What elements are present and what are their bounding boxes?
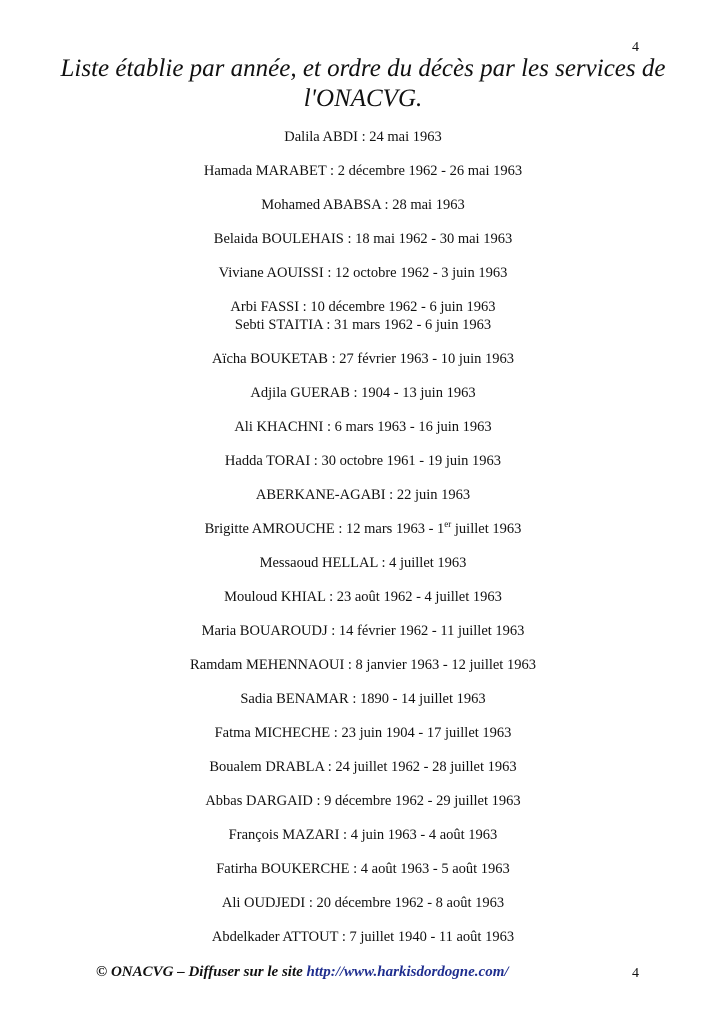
entry-text: Belaida BOULEHAIS : 18 mai 1962 - 30 mai 1963	[213, 231, 513, 247]
entry-text: Aïcha BOUKETAB : 27 février 1963 - 10 juin 1963	[211, 351, 515, 367]
list-item	[60, 192, 666, 226]
entry-line	[60, 350, 666, 368]
deceased-list	[60, 124, 666, 958]
entry-line	[60, 792, 666, 810]
entry-line	[60, 656, 666, 674]
entry-text-after: juillet 1963	[451, 521, 522, 537]
entry-text: Fatirha BOUKERCHE : 4 août 1963 - 5 août 1963	[216, 861, 510, 877]
entry-line	[60, 452, 666, 470]
list-item	[60, 890, 666, 924]
list-item	[60, 686, 666, 720]
entry-text: Hamada MARABET : 2 décembre 1962 - 26 mai 1963	[203, 163, 523, 179]
entry-text: Sebti STAITIA : 31 mars 1962 - 6 juin 1963	[234, 317, 492, 333]
entry-text: ABERKANE-AGABI : 22 juin 1963	[255, 487, 471, 503]
entry-line	[60, 196, 666, 214]
entry-line	[60, 384, 666, 402]
entry-text: Dalila ABDI : 24 mai 1963	[284, 129, 442, 145]
page-title: Liste établie par année, et ordre du décès par les services de l'ONACVG.	[60, 55, 666, 112]
list-item	[60, 856, 666, 890]
list-item	[60, 720, 666, 754]
entry-line	[60, 690, 666, 708]
page-number-bottom: 4	[632, 966, 639, 981]
list-item	[60, 516, 666, 550]
list-item	[60, 294, 666, 346]
entry-text: Ali KHACHNI : 6 mars 1963 - 16 juin 1963	[234, 419, 492, 435]
entry-line	[60, 418, 666, 436]
list-item	[60, 414, 666, 448]
list-item	[60, 924, 666, 958]
entry-line	[60, 264, 666, 282]
footer	[96, 964, 509, 981]
entry-line	[60, 826, 666, 844]
list-item	[60, 822, 666, 856]
entry-line	[60, 128, 666, 146]
entry-text: Brigitte AMROUCHE : 12 mars 1963 - 1	[204, 521, 445, 537]
list-item	[60, 618, 666, 652]
entry-text: Arbi FASSI : 10 décembre 1962 - 6 juin 1963	[230, 299, 496, 315]
entry-text: Maria BOUAROUDJ : 14 février 1962 - 11 juillet 1963	[201, 623, 525, 639]
entry-line	[60, 860, 666, 878]
entry-text: Messaoud HELLAL : 4 juillet 1963	[259, 555, 467, 571]
page-number-top: 4	[632, 40, 639, 55]
list-item	[60, 226, 666, 260]
entry-line	[60, 894, 666, 912]
entry-line	[60, 724, 666, 742]
entry-text: Abdelkader ATTOUT : 7 juillet 1940 - 11 août 1963	[211, 929, 515, 945]
entry-text: Boualem DRABLA : 24 juillet 1962 - 28 juillet 1963	[209, 759, 517, 775]
list-item	[60, 158, 666, 192]
entry-text: Sadia BENAMAR : 1890 - 14 juillet 1963	[240, 691, 486, 707]
footer-link[interactable]: http://www.harkisdordogne.com/	[306, 964, 509, 980]
list-item	[60, 346, 666, 380]
entry-line	[60, 486, 666, 504]
footer-copyright: © ONACVG – Diffuser sur le site	[96, 964, 307, 980]
entry-text: Abbas DARGAID : 9 décembre 1962 - 29 juillet 1963	[205, 793, 521, 809]
entry-line	[60, 588, 666, 606]
entry-line	[60, 316, 666, 334]
list-item	[60, 754, 666, 788]
entry-text: Mohamed ABABSA : 28 mai 1963	[261, 197, 465, 213]
entry-text: Hadda TORAI : 30 octobre 1961 - 19 juin 1963	[224, 453, 502, 469]
entry-text: Ali OUDJEDI : 20 décembre 1962 - 8 août 1963	[221, 895, 505, 911]
entry-line	[60, 622, 666, 640]
entry-superscript: er	[444, 519, 452, 529]
list-item	[60, 260, 666, 294]
list-item	[60, 448, 666, 482]
entry-text: Viviane AOUISSI : 12 octobre 1962 - 3 juin 1963	[218, 265, 508, 281]
entry-line	[60, 758, 666, 776]
list-item	[60, 652, 666, 686]
entry-line	[60, 230, 666, 248]
entry-line	[60, 520, 666, 538]
entry-text: Mouloud KHIAL : 23 août 1962 - 4 juillet 1963	[224, 589, 502, 605]
list-item	[60, 550, 666, 584]
list-item	[60, 788, 666, 822]
list-item	[60, 482, 666, 516]
entry-line	[60, 554, 666, 572]
entry-line	[60, 298, 666, 316]
list-item	[60, 124, 666, 158]
entry-text: Ramdam MEHENNAOUI : 8 janvier 1963 - 12 juillet 1963	[190, 657, 536, 673]
list-item	[60, 584, 666, 618]
list-item	[60, 380, 666, 414]
entry-line	[60, 162, 666, 180]
entry-text: François MAZARI : 4 juin 1963 - 4 août 1963	[228, 827, 498, 843]
entry-text: Fatma MICHECHE : 23 juin 1904 - 17 juillet 1963	[214, 725, 512, 741]
entry-text: Adjila GUERAB : 1904 - 13 juin 1963	[250, 385, 476, 401]
entry-line	[60, 928, 666, 946]
